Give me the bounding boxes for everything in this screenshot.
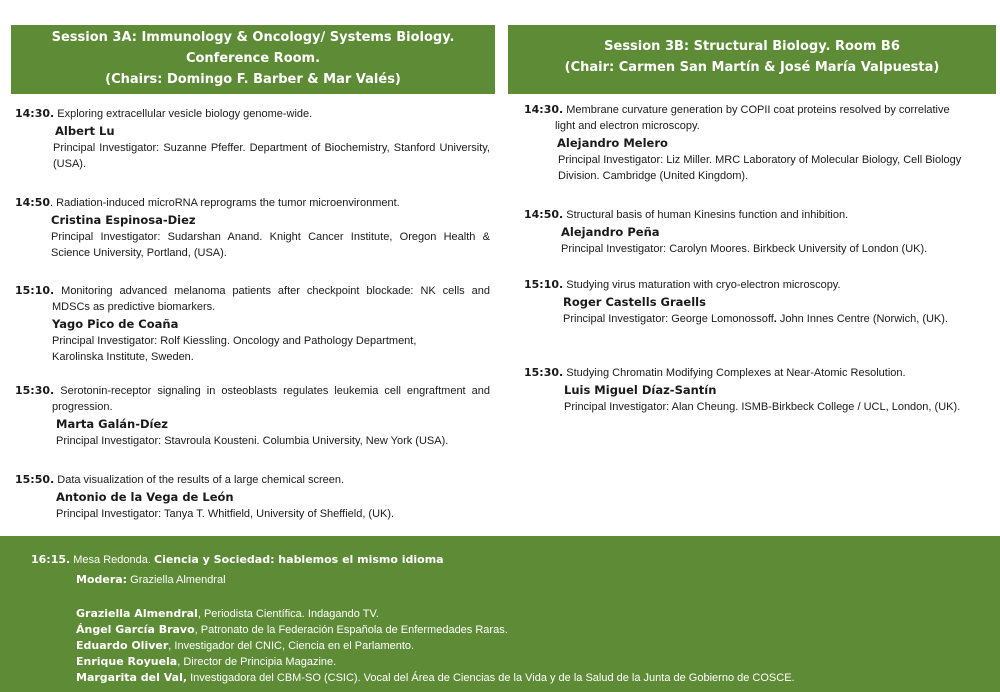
talk-title: Studying Chromatin Modifying Complexes at Near-Atomic Resolution. [566,367,906,379]
talk-time: 14:50. [524,208,564,221]
session-3a-chairs: (Chairs: Domingo F. Barber & Mar Valés) [105,72,401,87]
talk-pi: Principal Investigator: Suzanne Pfeffer. Department of Biochemistry, Stanford University, (USA). [53,142,490,170]
talk-3b-2 [524,207,964,257]
talk-speaker: Antonio de la Vega de León [56,490,234,504]
talk-time: 14:30. [15,107,55,120]
talk-3b-3 [524,277,964,327]
talk-title: Exploring extracellular vesicle biology genome-wide. [57,108,313,120]
talk-title: Serotonin-receptor signaling in osteoblasts regulates leukemia cell engraftment and progression. [52,385,490,413]
round-table-title: Ciencia y Sociedad: hablemos el mismo idioma [154,553,444,566]
panelist-item: Graziella Almendral, Periodista Científica. Indagando TV. [76,607,379,620]
round-table-panel [0,536,1000,692]
talk-3a-2 [15,195,490,261]
talk-title: Monitoring advanced melanoma patients after checkpoint blockade: NK cells and MDSCs as predictive biomarkers. [52,285,490,313]
talk-speaker: Roger Castells Graells [563,295,706,309]
talk-pi: Principal Investigator: Stavroula Kousteni. Columbia University, New York (USA). [56,435,449,447]
talk-pi: Principal Investigator: Rolf Kiessling. Oncology and Pathology Department, Karolinska Institute, Sweden. [52,335,417,363]
session-3b-title: Session 3B: Structural Biology. Room B6 [604,39,900,54]
session-3a-title: Session 3A: Immunology & Oncology/ Systems Biology. [51,30,455,45]
talk-title: Membrane curvature generation by COPII coat proteins resolved by correlative light and electron microscopy. [555,104,950,132]
talk-title: Structural basis of human Kinesins function and inhibition. [566,209,849,221]
moderator-line [76,572,226,588]
talk-3a-4 [15,383,490,449]
talk-pi: Principal Investigator: Liz Miller. MRC Laboratory of Molecular Biology, Cell Biology Division. Cambridge (United Kingdom). [558,154,962,182]
round-table-time: 16:15. [31,553,71,566]
session-3b-header [508,25,996,94]
talk-time: 15:50. [15,473,55,486]
talk-speaker: Alejandro Melero [557,136,668,150]
panelist-item: Margarita del Val, Investigadora del CBM-SO (CSIC). Vocal del Área de Ciencias de la Vida y de la Salud de la Junta de Gobierno de COSCE. [76,671,795,684]
talk-time: 15:10. [524,278,564,291]
talk-title: Data visualization of the results of a large chemical screen. [57,474,345,486]
panelist-item: Eduardo Oliver, Investigador del CNIC, Ciencia en el Parlamento. [76,639,415,652]
talk-speaker: Yago Pico de Coaña [52,317,179,331]
talk-3a-3 [15,283,490,365]
round-table-heading [31,552,444,568]
talk-time: 14:50 [15,196,51,209]
talk-time: 15:30. [15,384,55,397]
moderator-name: Graziella Almendral [130,574,226,586]
talk-speaker: Albert Lu [55,124,115,138]
talk-3b-4 [524,365,964,415]
talk-time: 15:30. [524,366,564,379]
panelist-item: Enrique Royuela, Director de Principia Magazine. [76,655,337,668]
talk-title: Studying virus maturation with cryo-electron microscopy. [566,279,841,291]
talk-3a-5 [15,472,490,522]
talk-pi: Principal Investigator: Sudarshan Anand. Knight Cancer Institute, Oregon Health & Science University, Portland, (USA). [51,231,490,259]
talk-speaker: Cristina Espinosa-Diez [51,213,196,227]
talk-pi: Principal Investigator: Alan Cheung. ISMB-Birkbeck College / UCL, London, (UK). [564,401,961,413]
talk-pi: Principal Investigator: George Lomonossoff. John Innes Centre (Norwich, (UK). [563,313,948,325]
talk-speaker: Alejandro Peña [561,225,660,239]
talk-speaker: Luis Miguel Díaz-Santín [564,383,717,397]
talk-pi: Principal Investigator: Tanya T. Whitfield, University of Sheffield, (UK). [56,508,395,520]
session-3a-room: Conference Room. [185,51,321,66]
session-3b-chairs: (Chair: Carmen San Martín & José María Valpuesta) [564,60,940,75]
talk-time: 15:10. [15,284,55,297]
session-3a-header [11,25,495,94]
panelist-item: Ángel García Bravo, Patronato de la Federación Española de Enfermedades Raras. [76,623,508,636]
moderator-label: Modera: [76,573,128,586]
round-table-kind: Mesa Redonda. [73,554,151,566]
talk-3a-1 [15,106,490,172]
talk-title: . Radiation-induced microRNA reprograms the tumor microenvironment. [50,197,400,209]
talk-pi: Principal Investigator: Carolyn Moores. Birkbeck University of London (UK). [561,243,928,255]
talk-time: 14:30. [524,103,564,116]
talk-3b-1 [524,102,964,184]
talk-speaker: Marta Galán-Díez [56,417,168,431]
